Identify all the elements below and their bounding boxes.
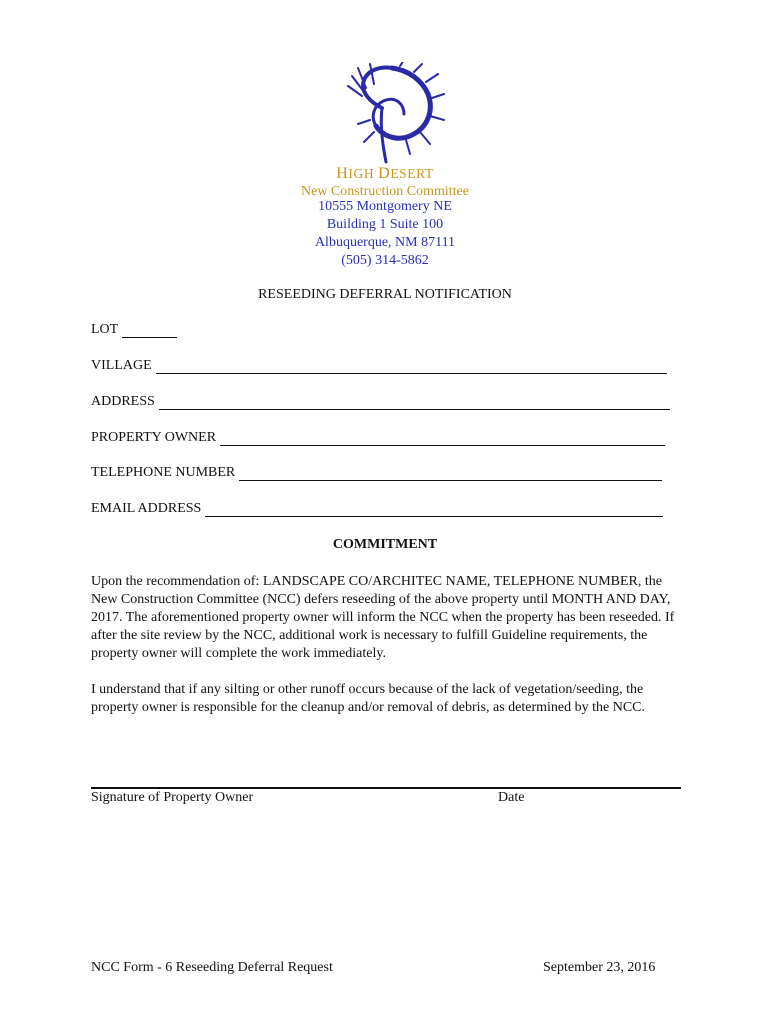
telephone-input-line[interactable]	[239, 466, 662, 481]
address-building: Building 1 Suite 100	[326, 217, 444, 232]
footer-date: September 23, 2016	[543, 960, 656, 975]
organization-header	[0, 165, 770, 201]
property-owner-label: PROPERTY OWNER	[91, 430, 217, 445]
address-phone: (505) 314-5862	[341, 253, 429, 268]
telephone-field	[91, 465, 662, 481]
address-block	[0, 198, 770, 270]
telephone-label: TELEPHONE NUMBER	[91, 465, 236, 480]
address-field	[91, 394, 670, 410]
footer-form-id: NCC Form - 6 Reseeding Deferral Request	[91, 960, 333, 975]
village-label: VILLAGE	[91, 358, 152, 373]
signature-date-label: Date	[498, 790, 525, 805]
lot-input-line[interactable]	[122, 323, 177, 338]
address-label: ADDRESS	[91, 394, 155, 409]
lot-field	[91, 322, 177, 338]
organization-name: HIGH DESERT	[336, 165, 434, 182]
email-input-line[interactable]	[205, 502, 663, 517]
commitment-paragraph-2: I understand that if any silting or other runoff occurs because of the lack of vegetation/seeding, the property owner is responsible for the cleanup and/or removal of debris, as determined by the NCC.	[91, 682, 646, 715]
property-owner-field	[91, 430, 665, 446]
property-owner-input-line[interactable]	[220, 431, 665, 446]
email-label: EMAIL ADDRESS	[91, 501, 202, 516]
commitment-heading: COMMITMENT	[332, 537, 438, 552]
signature-line[interactable]	[91, 787, 681, 789]
signature-owner-label: Signature of Property Owner	[91, 790, 254, 805]
commitment-paragraph-1: Upon the recommendation of: LANDSCAPE CO/ARCHITEC NAME, TELEPHONE NUMBER, the New Construction Committee (NCC) defers reseeding of the above property until MONTH AND DAY, 2017. The aforementioned property owner will inform the NCC when the property has been reseeded. If after the site review by the NCC, additional work is necessary to fulfill Guideline requirements, the property owner will complete the work immediately.	[91, 574, 675, 661]
address-street: 10555 Montgomery NE	[318, 199, 452, 214]
lot-label: LOT	[91, 322, 119, 337]
committee-name: New Construction Committee	[301, 184, 469, 199]
form-title: RESEEDING DEFERRAL NOTIFICATION	[258, 287, 512, 302]
email-field	[91, 501, 663, 517]
village-input-line[interactable]	[156, 359, 667, 374]
high-desert-spiral-logo-icon	[330, 62, 448, 168]
village-field	[91, 358, 667, 374]
address-city: Albuquerque, NM 87111	[314, 235, 456, 250]
address-input-line[interactable]	[159, 395, 670, 410]
